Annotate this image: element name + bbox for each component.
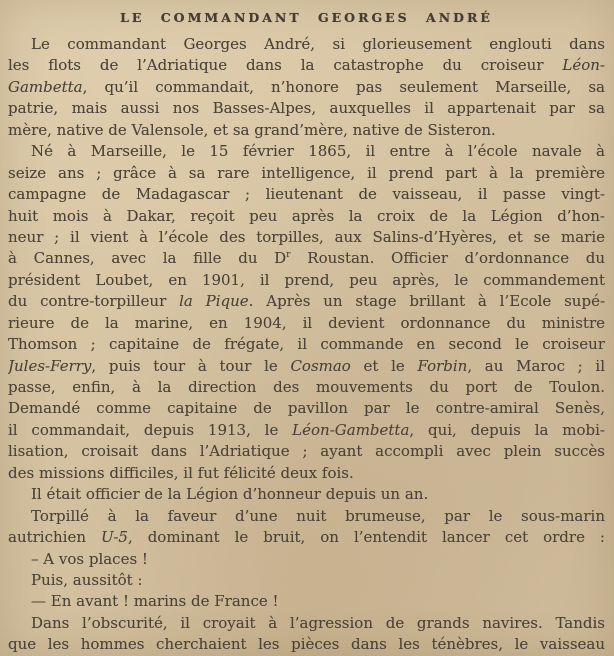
text-line: du contre-torpilleur la Pique. Après un stage brillant à l’Ecole supé- — [8, 292, 605, 311]
text-line: neur ; il vient à l’école des torpilles, aux Salins-d’Hyères, et se marie — [8, 227, 605, 246]
text-line: lisation, croisait dans l’Adriatique ; ayant accompli avec plein succès — [8, 442, 605, 461]
text-line: que les hommes cherchaient les pièces dans les ténèbres, le vaisseau — [8, 635, 605, 654]
text-line: Thomson ; capitaine de frégate, il commande en second le croiseur — [8, 335, 605, 354]
text-line: campagne de Madagascar ; lieutenant de vaisseau, il passe vingt- — [8, 185, 605, 204]
text-line: président Loubet, en 1901, il prend, peu après, le commandement — [8, 270, 605, 289]
text-line: — En avant ! marins de France ! — [31, 592, 279, 611]
text-line: passe, enfin, à la direction des mouvements du port de Toulon. — [8, 378, 605, 396]
text-line: les flots de l’Adriatique dans la catastrophe du croiseur Léon- — [8, 56, 605, 75]
text-line: Né à Marseille, le 15 février 1865, il entre à l’école navale à — [31, 142, 605, 161]
text-line: Le commandant Georges André, si glorieusement englouti dans — [31, 35, 605, 53]
text-line: Puis, aussitôt : — [31, 570, 143, 589]
text-line: patrie, mais aussi nos Basses-Alpes, auxquelles il appartenait par sa — [8, 99, 605, 118]
text-line: rieure de la marine, en 1904, il devient ordonnance du ministre — [8, 313, 605, 332]
text-line: Gambetta, qu’il commandait, n’honore pas seulement Marseille, sa — [8, 77, 605, 96]
text-line: seize ans ; grâce à sa rare intelligence, il prend part à la première — [8, 163, 605, 182]
text-line: Jules-Ferry, puis tour à tour le Cosmao et le Forbin, au Maroc ; il — [8, 356, 605, 375]
text-line: il commandait, depuis 1913, le Léon-Gambetta, qui, depuis la mobi- — [8, 420, 605, 439]
text-line: Dans l’obscurité, il croyait à l’agression de grands navires. Tandis — [31, 613, 605, 632]
text-line: mère, native de Valensole, et sa grand’mère, native de Sisteron. — [8, 120, 496, 139]
text-line: – A vos places ! — [31, 549, 148, 568]
text-line: Torpillé à la faveur d’une nuit brumeuse, par le sous-marin — [31, 506, 605, 525]
text-content — [8, 34, 605, 656]
text-line: huit mois à Dakar, reçoit peu après la croix de la Légion d’hon- — [8, 206, 605, 225]
text-line: Il était officier de la Légion d’honneur depuis un an. — [31, 485, 429, 504]
text-line: des missions difficiles, il fut félicité deux fois. — [8, 463, 354, 482]
text-line: Demandé comme capitaine de pavillon par le contre-amiral Senès, — [8, 399, 605, 418]
text-line: à Cannes, avec la fille du $D^r$ Roustan. Officier d’ordonnance du — [8, 249, 605, 268]
text-line: autrichien U-5, dominant le bruit, on l’entendit lancer cet ordre : — [8, 528, 605, 547]
page-title: LE COMMANDANT GEORGES ANDRÉ — [120, 10, 493, 25]
